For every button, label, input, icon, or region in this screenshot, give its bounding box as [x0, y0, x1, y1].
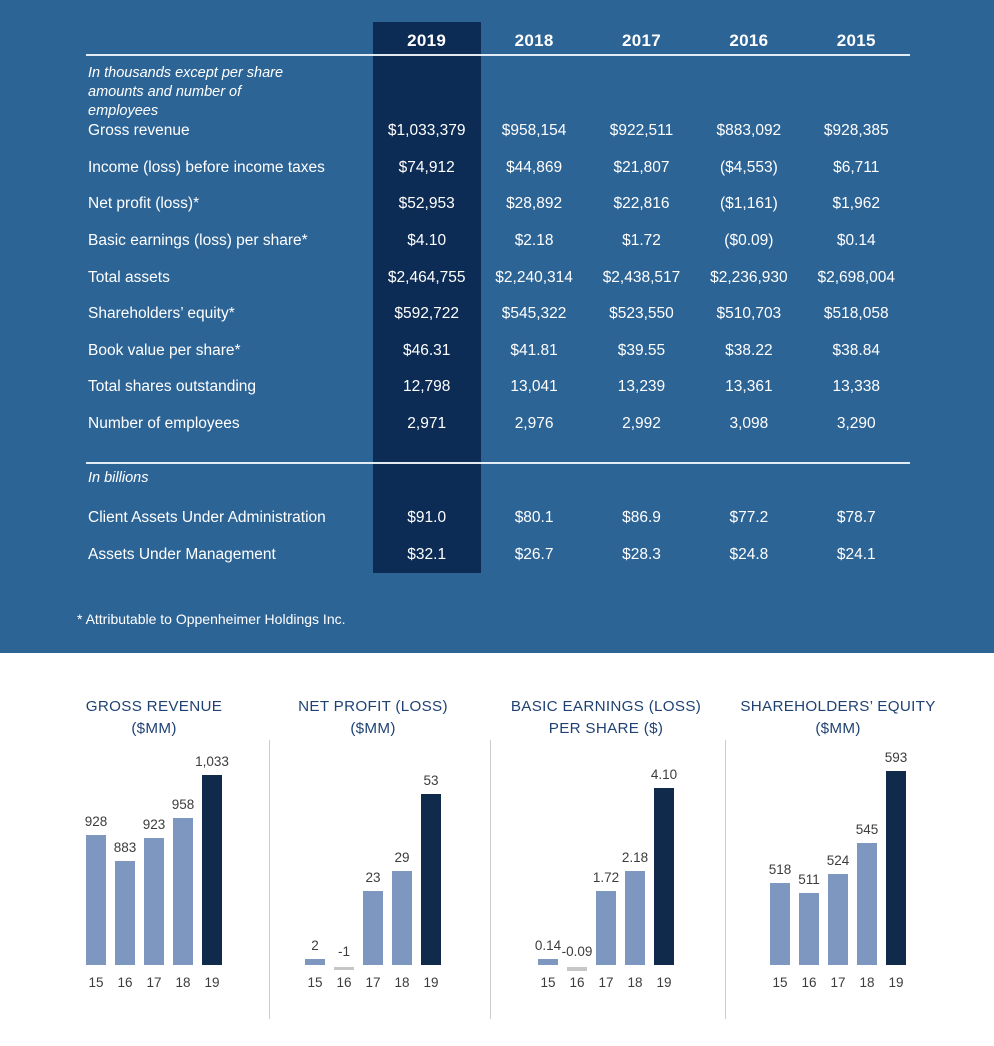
cell-2019: $91.0 [407, 509, 447, 527]
x-axis-label: 16 [801, 975, 817, 990]
table-row [86, 259, 910, 296]
cell-2019: $4.10 [407, 232, 447, 250]
cell-2016: $24.8 [729, 545, 769, 563]
chart-title-line: GROSS REVENUE [85, 698, 223, 715]
cell-2017: $39.55 [617, 341, 666, 359]
cell-2019: $2,464,755 [387, 268, 466, 286]
units-note-thousands: In thousands except per share amounts and number of employees [88, 65, 284, 119]
bar-18 [173, 818, 193, 965]
chart-title [34, 696, 274, 740]
bar-value-label: 1,033 [195, 753, 229, 769]
cell-2015: $6,711 [833, 158, 880, 176]
cell-2016: 13,361 [725, 378, 773, 396]
cell-2015: $928,385 [823, 122, 889, 140]
chart-net-profit-loss [273, 653, 473, 1046]
units-note-billions: In billions [88, 470, 149, 486]
chart-shareholders-equity [738, 653, 938, 1046]
bar-value-label: 0.14 [534, 937, 562, 953]
chart-title-line: ($MM) [815, 720, 861, 737]
chart-title [718, 696, 958, 740]
bar-19 [886, 771, 906, 965]
table-row [86, 223, 910, 260]
cell-2017: $22,816 [613, 195, 670, 213]
bar-value-label: 4.10 [650, 767, 678, 783]
cell-2018: $41.81 [510, 341, 558, 359]
year-header-row [86, 27, 910, 55]
row-label: Net profit (loss)* [88, 195, 200, 213]
chart-basic-eps [506, 653, 706, 1046]
header-rule [86, 54, 910, 56]
cell-2017: $2,438,517 [602, 268, 681, 286]
bar-16 [334, 967, 354, 970]
chart-title-line: ($MM) [350, 720, 396, 737]
table-row [86, 537, 910, 574]
cell-2016: $38.22 [725, 341, 773, 359]
cell-2018: $44,869 [506, 158, 563, 176]
row-label: Total assets [88, 268, 170, 286]
row-label: Number of employees [88, 415, 240, 433]
cell-2015: $38.84 [832, 341, 880, 359]
bar-value-label: 2.18 [621, 850, 649, 866]
bar-17 [144, 838, 164, 965]
bar-18 [857, 843, 877, 965]
cell-2017: $1.72 [622, 232, 661, 250]
table-row [86, 296, 910, 333]
cell-2019: $32.1 [407, 545, 447, 563]
x-axis-label: 16 [336, 975, 352, 990]
year-header-2019: 2019 [407, 31, 447, 50]
table-row [86, 333, 910, 370]
row-label: Total shares outstanding [88, 378, 257, 396]
cell-2016: $883,092 [716, 122, 782, 140]
bar-value-label: 23 [365, 869, 381, 885]
bar-value-label: -0.09 [561, 944, 593, 959]
year-header-2016: 2016 [729, 31, 769, 50]
chart-title [486, 696, 726, 740]
x-axis-label: 19 [204, 975, 220, 990]
chart-divider [490, 740, 491, 1019]
chart-title-line: BASIC EARNINGS (LOSS) [510, 698, 702, 715]
cell-2015: $2,698,004 [817, 268, 896, 286]
cell-2017: $86.9 [622, 509, 661, 527]
table-row [86, 406, 910, 443]
cell-2017: 2,992 [622, 415, 661, 433]
bar-19 [202, 775, 222, 965]
bar-value-label: 53 [423, 772, 439, 788]
x-axis-label: 17 [365, 975, 381, 990]
table-row [86, 113, 910, 150]
row-label: Book value per share* [88, 341, 241, 359]
cell-2017: $21,807 [613, 158, 670, 176]
chart-title-line: SHAREHOLDERS’ EQUITY [740, 698, 936, 715]
cell-2015: 3,290 [836, 415, 876, 433]
x-axis-label: 18 [627, 975, 643, 990]
cell-2019: $1,033,379 [387, 122, 466, 140]
cell-2015: $78.7 [836, 509, 876, 527]
cell-2015: $24.1 [836, 545, 876, 563]
year-header-2018: 2018 [514, 31, 554, 50]
cell-2019: $74,912 [398, 158, 455, 176]
x-axis-label: 18 [394, 975, 410, 990]
bar-value-label: 928 [84, 813, 108, 829]
bar-16 [115, 861, 135, 965]
x-axis-label: 15 [772, 975, 788, 990]
table-body-thousands [86, 113, 910, 442]
row-label: Shareholders’ equity* [88, 305, 235, 323]
bar-value-label: 511 [798, 872, 820, 888]
cell-2018: $80.1 [514, 509, 554, 527]
cell-2018: $2,240,314 [495, 268, 573, 286]
x-axis-label: 18 [859, 975, 875, 990]
bar-value-label: 2 [311, 937, 319, 953]
x-axis-label: 17 [830, 975, 846, 990]
bar-17 [828, 874, 848, 965]
bar-17 [363, 891, 383, 965]
chart-divider [269, 740, 270, 1019]
table-row [86, 150, 910, 187]
bar-15 [770, 883, 790, 965]
x-axis-label: 19 [888, 975, 904, 990]
cell-2019: $592,722 [394, 305, 460, 323]
bar-17 [596, 891, 616, 965]
x-axis-label: 19 [423, 975, 439, 990]
x-axis-label: 19 [656, 975, 672, 990]
charts-panel [0, 653, 994, 1046]
cell-2017: 13,239 [617, 378, 666, 396]
bar-value-label: 1.72 [592, 869, 620, 885]
cell-2015: $518,058 [823, 305, 889, 323]
chart-title [253, 696, 493, 740]
cell-2018: $545,322 [501, 305, 567, 323]
row-label: Income (loss) before income taxes [88, 158, 325, 176]
x-axis-label: 17 [146, 975, 162, 990]
cell-2019: 2,971 [407, 415, 447, 433]
cell-2016: ($1,161) [720, 195, 778, 213]
row-label: Gross revenue [88, 122, 190, 140]
x-axis-label: 17 [598, 975, 614, 990]
cell-2019: 12,798 [402, 378, 451, 396]
x-axis-label: 16 [569, 975, 585, 990]
bar-value-label: 958 [171, 796, 195, 812]
cell-2018: $2.18 [514, 232, 554, 250]
cell-2015: $0.14 [836, 232, 876, 250]
cell-2016: $2,236,930 [710, 268, 788, 286]
cell-2016: $510,703 [716, 305, 782, 323]
bar-value-label: 545 [855, 821, 879, 837]
cell-2018: 13,041 [510, 378, 558, 396]
table-body-billions [86, 500, 910, 573]
chart-gross-revenue [54, 653, 254, 1046]
bar-value-label: 518 [768, 861, 792, 877]
bar-value-label: 593 [884, 750, 908, 765]
cell-2018: 2,976 [514, 415, 554, 433]
year-header-2015: 2015 [836, 31, 876, 50]
row-label: Assets Under Management [88, 545, 276, 563]
chart-title-line: PER SHARE ($) [548, 720, 664, 737]
bar-value-label: 883 [113, 839, 137, 855]
bar-18 [392, 871, 412, 965]
cell-2017: $28.3 [622, 545, 661, 563]
cell-2016: ($4,553) [720, 158, 778, 176]
chart-title-line: ($MM) [131, 720, 177, 737]
bar-value-label: -1 [337, 944, 350, 959]
bar-19 [654, 788, 674, 965]
table-row [86, 500, 910, 537]
cell-2018: $26.7 [514, 545, 554, 563]
x-axis-label: 15 [307, 975, 323, 990]
year-header-2017: 2017 [621, 31, 661, 50]
chart-divider [725, 740, 726, 1019]
bar-16 [799, 893, 819, 965]
chart-title-line: NET PROFIT (LOSS) [298, 698, 448, 715]
cell-2015: 13,338 [832, 378, 880, 396]
x-axis-label: 18 [175, 975, 191, 990]
cell-2017: $523,550 [609, 305, 674, 323]
x-axis-label: 15 [88, 975, 104, 990]
bar-16 [567, 967, 587, 971]
bar-value-label: 29 [394, 850, 410, 866]
bar-19 [421, 794, 441, 965]
section-rule [86, 462, 910, 464]
cell-2016: 3,098 [729, 415, 769, 433]
cell-2018: $28,892 [506, 195, 563, 213]
row-label: Client Assets Under Administration [88, 509, 326, 527]
cell-2016: $77.2 [729, 509, 769, 527]
table-row [86, 369, 910, 406]
row-label: Basic earnings (loss) per share* [88, 232, 308, 250]
cell-2016: ($0.09) [724, 232, 774, 250]
footnote: * Attributable to Oppenheimer Holdings Inc. [77, 611, 346, 627]
bar-value-label: 923 [142, 816, 166, 832]
bar-value-label: 524 [826, 852, 850, 868]
cell-2019: $52,953 [398, 195, 455, 213]
cell-2019: $46.31 [402, 341, 451, 359]
cell-2015: $1,962 [832, 195, 880, 213]
x-axis-label: 16 [117, 975, 133, 990]
cell-2017: $922,511 [609, 122, 674, 140]
table-row [86, 186, 910, 223]
cell-2018: $958,154 [501, 122, 567, 140]
x-axis-label: 15 [540, 975, 556, 990]
bar-18 [625, 871, 645, 965]
